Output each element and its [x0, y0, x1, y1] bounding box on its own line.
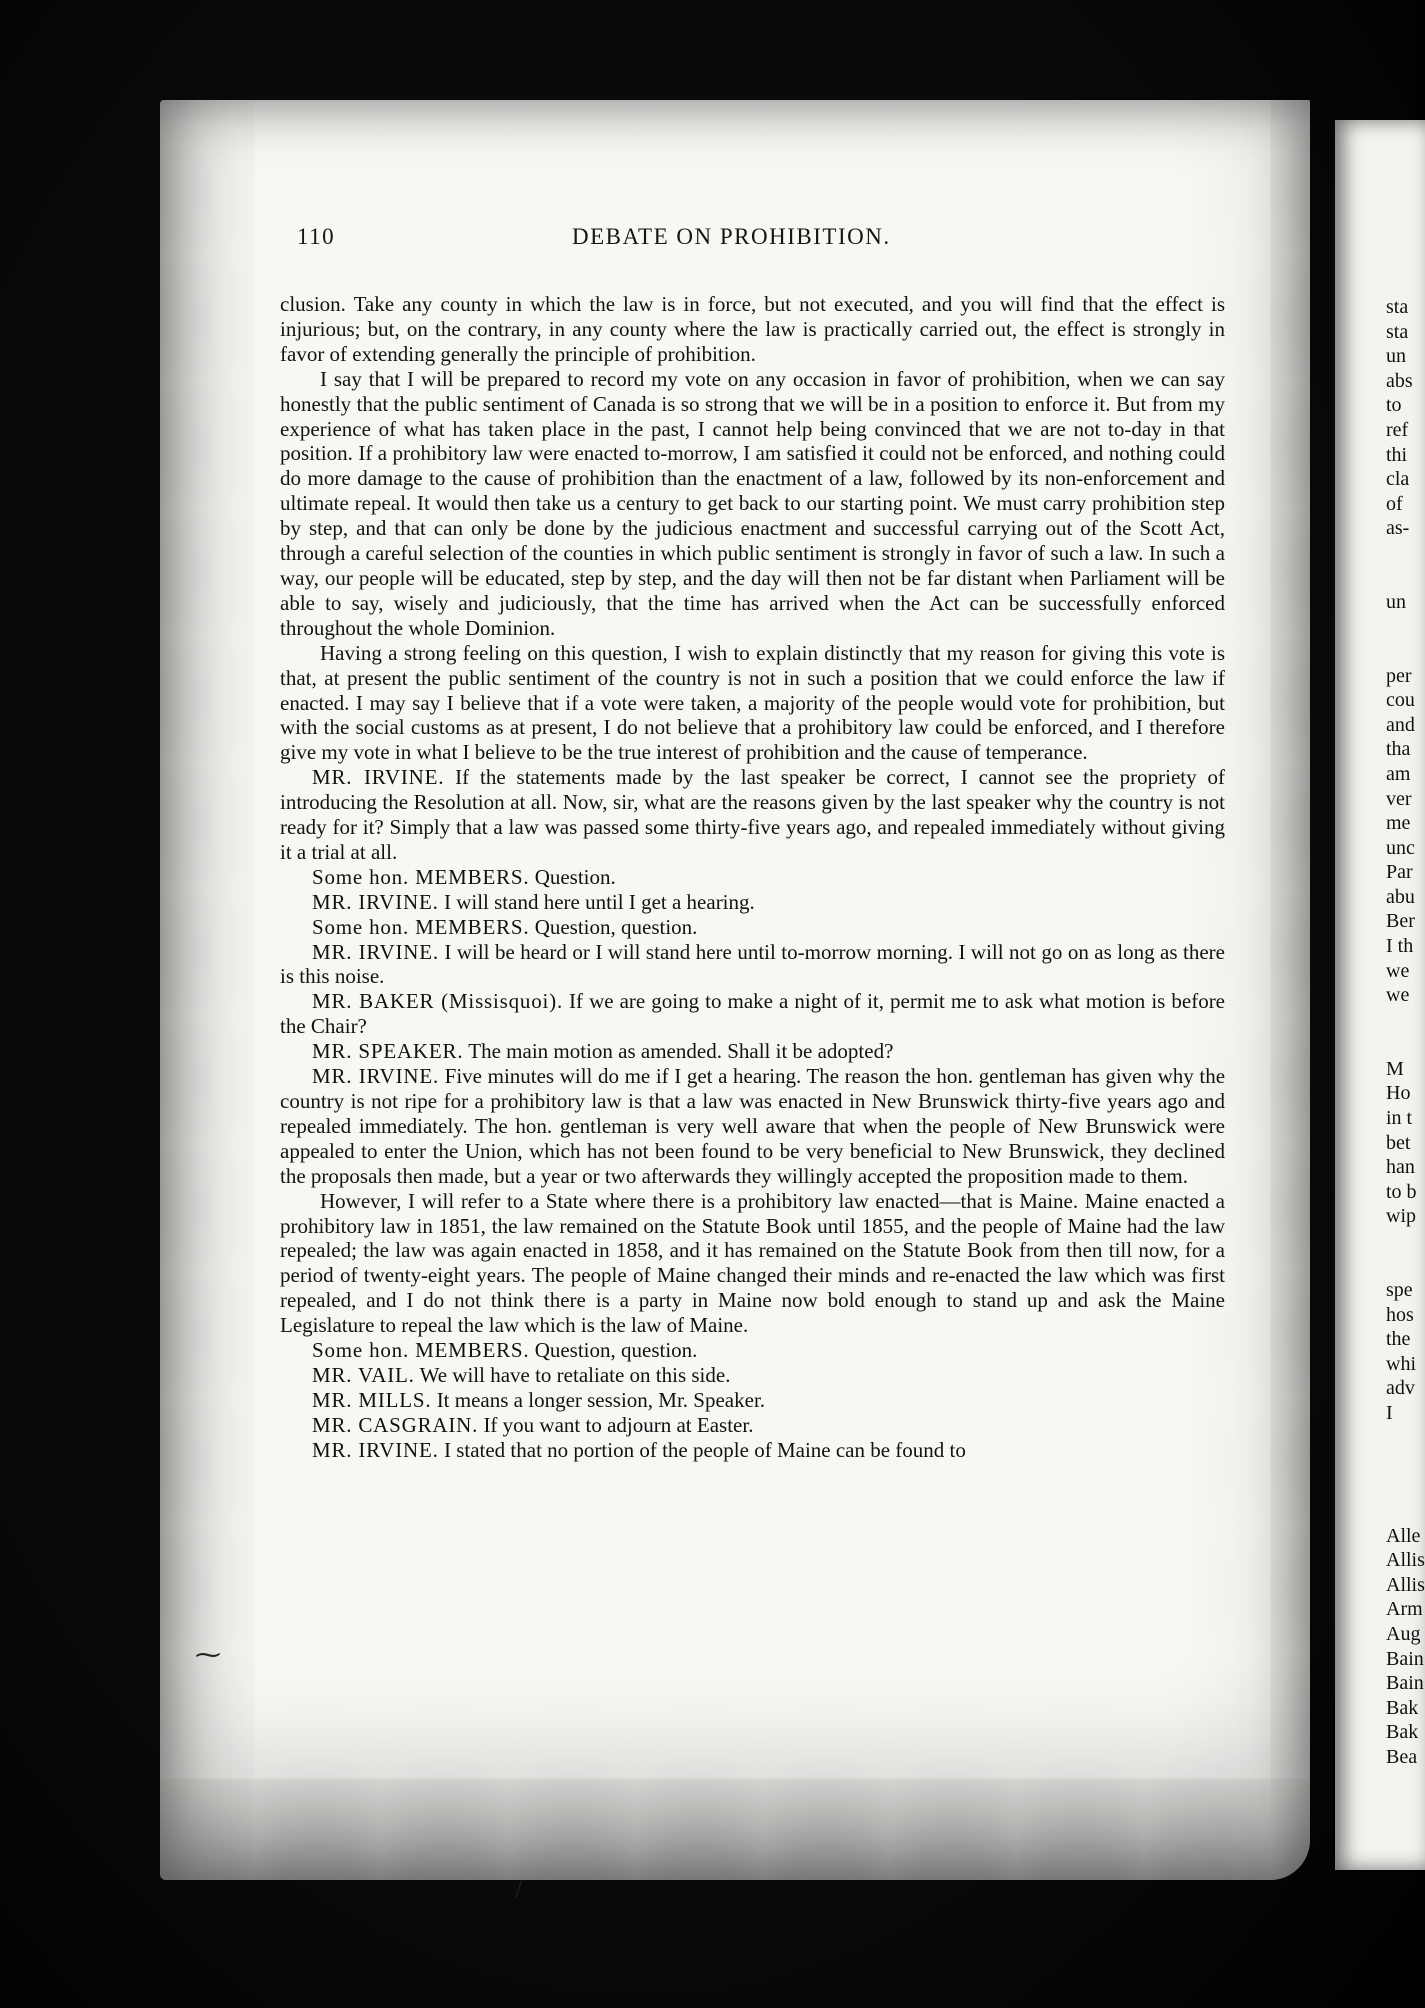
facing-line: to b [1386, 1180, 1417, 1203]
speaker-name: MR. IRVINE. [312, 889, 439, 914]
speaker-name: MR. BAKER (Missisquoi). [312, 989, 563, 1014]
speaker-name: MR. SPEAKER. [312, 1039, 464, 1064]
facing-spacer [1386, 1426, 1425, 1475]
speech-text: I stated that no portion of the people of Maine can be found to [443, 1437, 966, 1462]
facing-line: Allis [1386, 1573, 1425, 1596]
speech [280, 915, 1225, 940]
speaker-name: Some hon. MEMBERS. [312, 864, 530, 889]
facing-line: Allis [1386, 1549, 1425, 1572]
facing-line: I th [1386, 935, 1414, 958]
facing-line: spe [1386, 1279, 1413, 1301]
facing-spacer [1386, 615, 1425, 664]
facing-line: wip [1386, 1205, 1416, 1228]
speech [280, 1388, 1225, 1413]
speech [280, 765, 1225, 865]
speech-text: I will be heard or I will stand here until to-morrow morning. I will not go on as long as there is this noise. [280, 939, 1225, 989]
speech [280, 1338, 1225, 1363]
speaker-name: MR. IRVINE. [312, 1064, 440, 1089]
facing-line: Bea [1386, 1745, 1418, 1768]
facing-line: as- [1386, 517, 1410, 540]
facing-line: we [1386, 959, 1410, 982]
speech-text: Five minutes will do me if I get a hearing. The reason the hon. gentleman has given why the country is not ripe for a prohibitory law is that a law was enacted in New Brunswick thirty-five years ago and repealed immediately. The hon. gentleman is very well aware that when the people of New Brunswick were appealed to enter the Union, which has not been found to be very beneficial to New Brunswick, they declined the proposals then made, but a year or two afterwards they willingly accepted the proposition made to them. [280, 1064, 1226, 1188]
facing-line: tha [1386, 738, 1411, 761]
facing-line: cla [1386, 468, 1410, 491]
facing-line: sta [1386, 296, 1409, 318]
speech [280, 1413, 1225, 1438]
facing-line: Bak [1386, 1721, 1419, 1744]
paragraph: clusion. Take any county in which the law is in force, but not executed, and you will find that the effect is injurious; but, on the contrary, in any county where the law is practically carried out, the effect is strongly in favor of extending generally the principle of prohibition. [280, 292, 1225, 366]
facing-line: am [1386, 762, 1411, 785]
facing-line: per [1386, 664, 1412, 687]
facing-line: sta [1386, 320, 1409, 343]
facing-spacer [1386, 1008, 1425, 1057]
speech-text: If you want to adjourn at Easter. [483, 1412, 754, 1437]
speaker-name: MR. IRVINE. [312, 765, 445, 790]
speaker-name: MR. CASGRAIN. [312, 1412, 479, 1437]
facing-line: han [1386, 1156, 1415, 1179]
facing-line: me [1386, 812, 1411, 835]
facing-line: un [1386, 345, 1406, 368]
facing-line: to [1386, 394, 1402, 417]
speech [280, 1064, 1225, 1189]
speaker-name: MR. IRVINE. [312, 939, 439, 964]
speech [280, 940, 1225, 990]
speaker-name: MR. VAIL. [312, 1362, 415, 1387]
facing-line: bet [1386, 1131, 1411, 1154]
speech-text: It means a longer session, Mr. Speaker. [436, 1387, 766, 1412]
facing-spacer [1386, 1229, 1425, 1278]
speech-text: Question, question. [534, 914, 698, 939]
facing-line: M [1386, 1057, 1404, 1080]
facing-line: thi [1386, 443, 1408, 466]
speaker-name: Some hon. MEMBERS. [312, 914, 530, 939]
speech-text: Question. [534, 864, 616, 889]
facing-line: Alle [1386, 1524, 1421, 1547]
margin-mark: ⁓ [195, 1640, 221, 1669]
facing-line: and [1386, 713, 1415, 736]
paragraph: However, I will refer to a State where there is a prohibitory law enacted—that is Maine. Maine enacted a prohibitory law in 1851, the law remained on the Statute Book until 1855, and the people of Maine had the law repealed; the law was again enacted in 1858, and it has remained on the Statute Book from then till now, for a period of twenty-eight years. The people of Maine changed their minds and re-enacted the law which was first repealed, and I do not think there is a party in Maine now bold enough to stand up and ask the Maine Legislature to repeal the law which is the law of Maine. [280, 1188, 1225, 1338]
facing-line: Arm [1386, 1598, 1423, 1621]
page-number: 110 [297, 224, 336, 249]
facing-line: the [1386, 1328, 1411, 1351]
facing-line: Bak [1386, 1696, 1419, 1719]
facing-line: abu [1386, 885, 1415, 908]
facing-line: whi [1386, 1352, 1416, 1375]
speech [280, 890, 1225, 915]
running-head [297, 224, 1197, 260]
speaker-name: Some hon. MEMBERS. [312, 1338, 530, 1363]
speech-text: We will have to retaliate on this side. [419, 1362, 731, 1387]
paragraph: I say that I will be prepared to record my vote on any occasion in favor of prohibition, when we can say honestly that the public sentiment of Canada is so strong that we will be in a position to enforce it. But from my experience of what has taken place in the past, I cannot help being convinced that we are not to-day in that position. If a prohibitory law were enacted to-morrow, I am satisfied it could not be enforced, and nothing could do more damage to the cause of prohibition than the enactment of a law, followed by its non-enforcement and ultimate repeal. It would then take us a century to get back to our starting point. We must carry prohibition step by step, and that can only be done by the judicious enactment and successful carrying out of the Scott Act, through a careful selection of the counties in which public sentiment is strongly in favor of such a law. In such a way, our people will be educated, step by step, and the day will then not be far distant when Parliament will be able to say, wisely and judiciously, that the time has arrived when the Act can be successfully enforced throughout the whole Dominion. [280, 366, 1225, 640]
facing-line: Ho [1386, 1082, 1411, 1105]
facing-line: cou [1386, 689, 1415, 712]
facing-line: ref [1386, 418, 1409, 441]
body-text [280, 292, 1225, 1463]
facing-line: abs [1386, 369, 1413, 392]
stray-mark: / [515, 1875, 523, 1904]
facing-spacer [1386, 1475, 1425, 1524]
facing-spacer [1386, 541, 1425, 590]
speech-text: I will stand here until I get a hearing. [443, 889, 755, 914]
speech-text: If we are going to make a night of it, permit me to ask what motion is before the Chair? [280, 989, 1226, 1039]
speech [280, 1363, 1225, 1388]
facing-line: un [1386, 590, 1406, 613]
speaker-name: MR. IRVINE. [312, 1437, 439, 1462]
facing-line: Aug [1386, 1622, 1421, 1645]
speech-text: Question, question. [534, 1338, 698, 1363]
speech [280, 989, 1225, 1039]
facing-line: hos [1386, 1303, 1414, 1326]
facing-line: I [1386, 1401, 1393, 1424]
facing-line: Ber [1386, 910, 1415, 933]
facing-line: of [1386, 492, 1403, 515]
facing-line: Bain [1386, 1647, 1424, 1670]
page-title: DEBATE ON PROHIBITION. [572, 224, 891, 249]
facing-line: we [1386, 984, 1410, 1007]
facing-page-text [1386, 295, 1425, 1770]
speech-text: If the statements made by the last speaker be correct, I cannot see the propriety of introducing the Resolution at all. Now, sir, what are the reasons given by the last speaker why the country is not ready for it? Simply that a law was passed some thirty-five years ago, and repealed immediately without giving it a trial at all. [280, 765, 1225, 864]
speech [280, 865, 1225, 890]
speech-text: The main motion as amended. Shall it be adopted? [468, 1039, 894, 1064]
facing-line: in t [1386, 1107, 1413, 1130]
speaker-name: MR. MILLS. [312, 1387, 432, 1412]
facing-line: unc [1386, 836, 1415, 859]
speech [280, 1039, 1225, 1064]
paragraph: Having a strong feeling on this question, I wish to explain distinctly that my reason for giving this vote is that, at present the public sentiment of the country is not in such a position that we could enforce the law if enacted. I may say I believe that if a vote were taken, a majority of the people would vote for prohibition, but with the social customs as at present, I do not believe that a prohibitory law could be enforced, and I therefore give my vote in what I believe to be the true interest of prohibition and the cause of temperance. [280, 640, 1225, 765]
facing-line: ver [1386, 787, 1412, 810]
facing-line: Bain [1386, 1672, 1424, 1695]
facing-line: adv [1386, 1377, 1415, 1400]
facing-line: Par [1386, 861, 1413, 884]
speech [280, 1438, 1225, 1463]
